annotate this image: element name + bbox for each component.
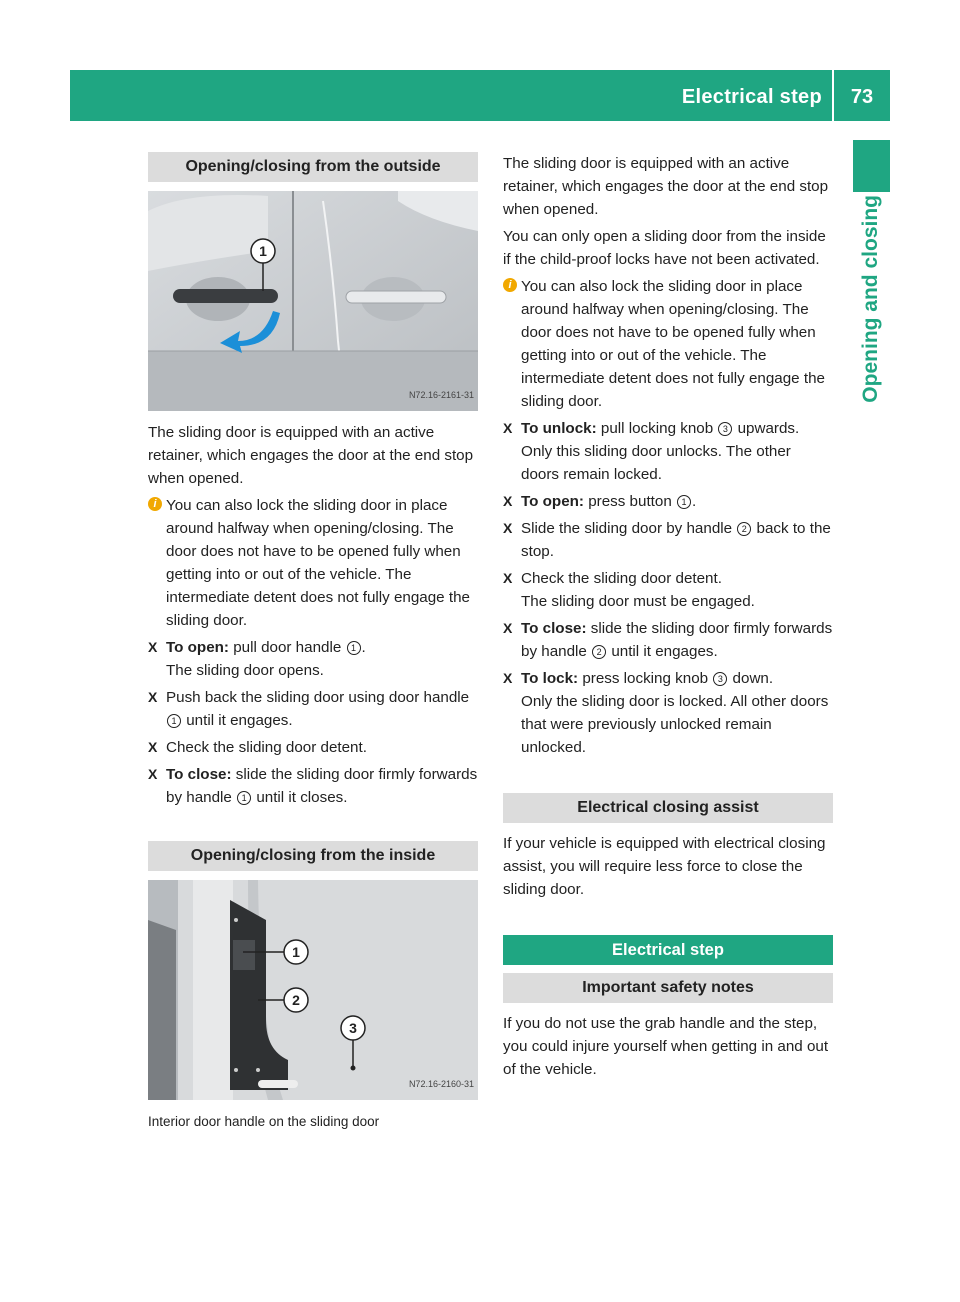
step-text: down. xyxy=(728,670,774,687)
callout-number: 1 xyxy=(347,641,361,655)
step-item xyxy=(503,617,833,663)
step-item xyxy=(148,763,478,809)
step-item xyxy=(503,417,833,486)
fig2-callout-3: 3 xyxy=(349,1020,357,1036)
figure-code: N72.16-2161-31 xyxy=(408,390,474,400)
section-heading-inside: Opening/closing from the inside xyxy=(148,841,478,871)
fig2-callout-2: 2 xyxy=(292,992,300,1008)
step-arrow-icon: X xyxy=(503,620,513,636)
info-note xyxy=(148,494,478,632)
step-text: Check the sliding door detent. xyxy=(166,739,367,756)
step-item xyxy=(148,686,478,732)
fig2-callout-1: 1 xyxy=(292,944,300,960)
figure-outside-handle xyxy=(148,191,478,411)
step-text: Slide the sliding door by handle xyxy=(521,520,737,537)
callout-number: 3 xyxy=(718,422,732,436)
step-text: Push back the sliding door using door handle xyxy=(166,689,470,706)
step-item xyxy=(148,636,478,682)
info-icon: i xyxy=(148,497,162,511)
step-text: Check the sliding door detent. xyxy=(521,570,722,587)
step-result: The sliding door must be engaged. xyxy=(521,593,755,610)
step-arrow-icon: X xyxy=(148,739,158,755)
left-column xyxy=(148,152,478,1133)
section-heading-safety: Important safety notes xyxy=(503,973,833,1003)
step-arrow-icon: X xyxy=(503,670,513,686)
figure-code: N72.16-2160-31 xyxy=(408,1079,474,1089)
left-steps xyxy=(148,636,478,809)
paragraph: If your vehicle is equipped with electrical closing assist, you will require less force to close the sliding door. xyxy=(503,835,826,898)
step-arrow-icon: X xyxy=(503,493,513,509)
section-heading-outside: Opening/closing from the outside xyxy=(148,152,478,182)
callout-number: 2 xyxy=(737,522,751,536)
callout-number: 1 xyxy=(167,714,181,728)
step-text: until it closes. xyxy=(252,789,348,806)
callout-number: 1 xyxy=(677,495,691,509)
step-result: Only this sliding door unlocks. The other doors remain locked. xyxy=(521,443,791,483)
step-item xyxy=(503,517,833,563)
step-result: The sliding door opens. xyxy=(166,662,324,679)
step-result: Only the sliding door is locked. All other doors that were previously unlocked remain unlocked. xyxy=(521,693,829,756)
step-label: To lock: xyxy=(521,670,579,687)
page-header-title: Electrical step xyxy=(681,86,822,108)
fig1-callout: 1 xyxy=(259,243,267,259)
figure-caption: Interior door handle on the sliding door xyxy=(148,1114,380,1129)
step-label: To close: xyxy=(166,766,232,783)
step-arrow-icon: X xyxy=(503,570,513,586)
info-text: You can also lock the sliding door in place around halfway when opening/closing. The door does not have to be opened fully when getting into or out of the vehicle. The intermediate detent does not fully engage the sliding door. xyxy=(521,278,825,410)
step-arrow-icon: X xyxy=(148,689,158,705)
step-text: pull locking knob xyxy=(596,420,718,437)
paragraph: You can only open a sliding door from the inside if the child-proof locks have not been activated. xyxy=(503,228,826,268)
side-chapter-label: Opening and closing xyxy=(859,195,882,403)
section-heading-electrical-step: Electrical step xyxy=(503,935,833,965)
paragraph: The sliding door is equipped with an active retainer, which engages the door at the end stop when opened. xyxy=(148,424,474,487)
step-label: To open: xyxy=(521,493,584,510)
callout-number: 1 xyxy=(237,791,251,805)
step-item xyxy=(503,567,833,613)
step-text: slide the sliding door firmly forwards by handle xyxy=(521,620,833,660)
step-item xyxy=(503,667,833,759)
step-text: pull door handle xyxy=(228,639,346,656)
step-item xyxy=(503,490,833,513)
figure-inside-handle xyxy=(148,880,478,1100)
step-arrow-icon: X xyxy=(148,766,158,782)
step-text: press button xyxy=(583,493,677,510)
side-tab xyxy=(853,140,890,192)
step-label: To close: xyxy=(521,620,587,637)
step-arrow-icon: X xyxy=(148,639,158,655)
step-text: until it engages. xyxy=(607,643,718,660)
step-item xyxy=(148,736,478,759)
step-label: To unlock: xyxy=(521,420,597,437)
info-text: You can also lock the sliding door in place around halfway when opening/closing. The door does not have to be opened fully when getting into or out of the vehicle. The intermediate detent does not fully engage the sliding door. xyxy=(166,497,470,629)
step-label: To open: xyxy=(166,639,229,656)
door-inside-illustration xyxy=(148,880,478,1100)
door-outside-illustration xyxy=(148,191,478,411)
step-arrow-icon: X xyxy=(503,520,513,536)
step-text: press locking knob xyxy=(578,670,713,687)
info-note xyxy=(503,275,833,413)
right-column xyxy=(503,152,833,1085)
step-text: . xyxy=(692,493,697,510)
callout-number: 3 xyxy=(713,672,727,686)
info-icon: i xyxy=(503,278,517,292)
right-steps xyxy=(503,417,833,759)
section-heading-closing-assist: Electrical closing assist xyxy=(503,793,833,823)
step-text: upwards. xyxy=(733,420,800,437)
step-text: slide the sliding door firmly forwards by handle xyxy=(166,766,478,806)
step-text: until it engages. xyxy=(182,712,293,729)
page-number: 73 xyxy=(850,86,874,108)
step-text: . xyxy=(361,639,366,656)
callout-number: 2 xyxy=(592,645,606,659)
paragraph: The sliding door is equipped with an active retainer, which engages the door at the end stop when opened. xyxy=(503,155,829,218)
paragraph: If you do not use the grab handle and the step, you could injure yourself when getting in and out of the vehicle. xyxy=(503,1015,829,1078)
step-text: back to the stop. xyxy=(521,520,831,560)
step-arrow-icon: X xyxy=(503,420,513,436)
header-divider xyxy=(832,70,834,121)
